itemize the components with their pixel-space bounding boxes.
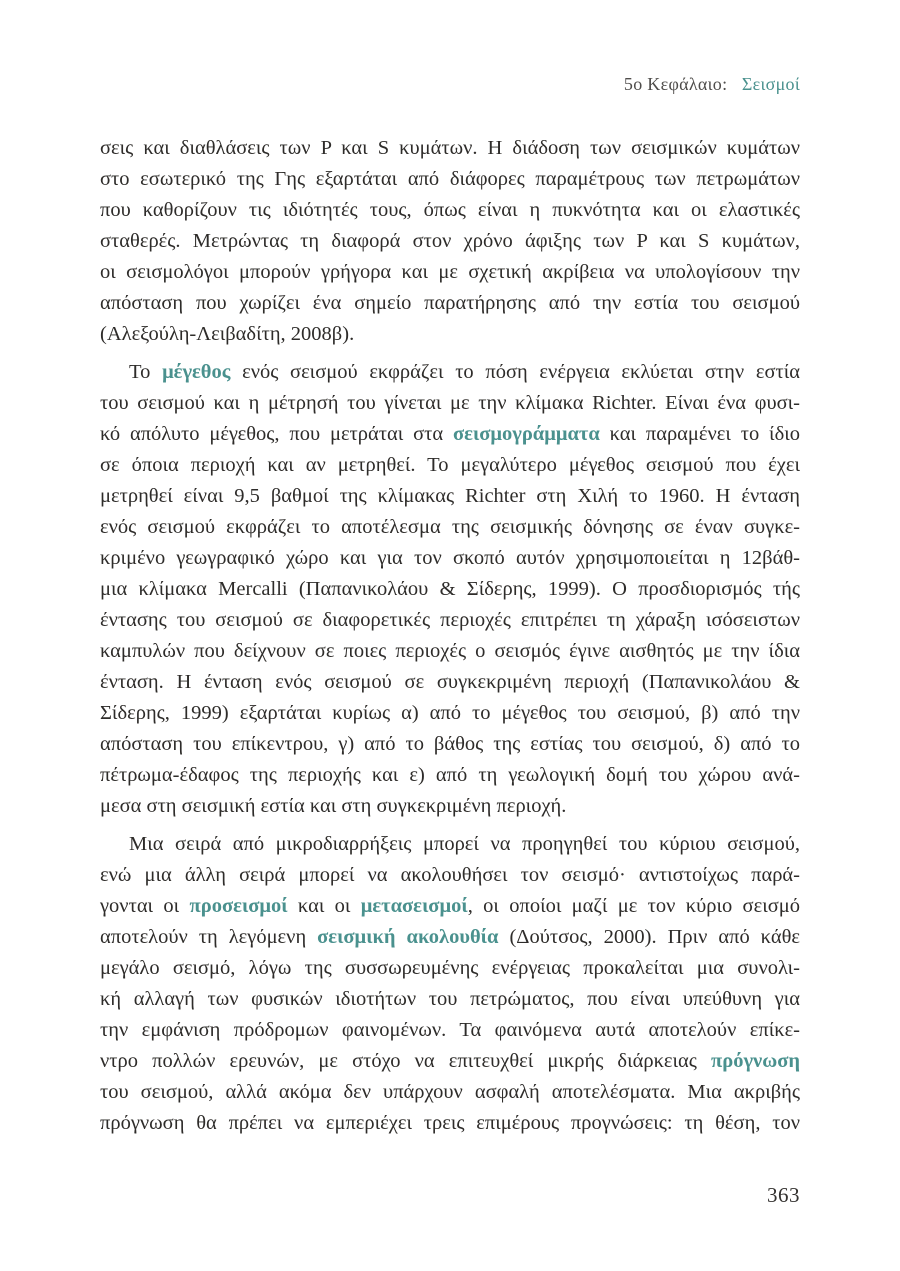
page-number: 363 — [767, 1183, 800, 1207]
text-run: του σεισμού, αλλά ακόμα δεν υπάρχουν ασφαλή αποτελέσματα. Μια ακριβής — [100, 1081, 800, 1103]
text-line — [100, 605, 800, 636]
text-line — [100, 288, 800, 319]
text-line — [100, 984, 800, 1015]
text-run: κή αλλαγή των φυσικών ιδιοτήτων του πετρώματος, που είναι υπεύθυνη για — [100, 988, 800, 1010]
text-run: οι σεισμολόγοι μπορούν γρήγορα και με σχετική ακρίβεια να υπολογίσουν την — [100, 261, 800, 283]
paragraph — [100, 133, 800, 350]
text-run: σεις και διαθλάσεις των P και S κυμάτων. Η διάδοση των σεισμικών κυμάτων — [100, 137, 800, 159]
text-line — [100, 543, 800, 574]
text-line — [100, 891, 800, 922]
highlighted-term: σεισμική ακολουθία — [317, 926, 499, 948]
text-run: αποτελούν τη λεγόμενη — [100, 926, 318, 948]
text-line — [100, 1077, 800, 1108]
text-line — [100, 388, 800, 419]
text-line — [100, 791, 800, 822]
body-text — [100, 133, 800, 1139]
text-run: Το — [129, 361, 163, 383]
text-run: (Δούτσος, 2000). Πριν από κάθε — [498, 926, 801, 948]
highlighted-term: μετασεισμοί — [360, 895, 468, 917]
text-run: (Αλεξούλη-Λειβαδίτη, 2008β). — [100, 323, 355, 345]
highlighted-term: πρόγνωση — [711, 1050, 800, 1072]
text-run: πρόγνωση θα πρέπει να εμπεριέχει τρεις επιμέρους προγνώσεις: τη θέση, τον — [100, 1112, 800, 1134]
text-run: του σεισμού και η μέτρησή του γίνεται με την κλίμακα Richter. Είναι ένα φυσι- — [100, 392, 800, 414]
text-run: απόσταση του επίκεντρου, γ) από το βάθος της εστίας του σεισμού, δ) από το — [100, 733, 800, 755]
paragraph — [100, 357, 800, 822]
text-line — [100, 1046, 800, 1077]
header-spacer — [732, 74, 737, 94]
text-run: Σίδερης, 1999) εξαρτάται κυρίως α) από το μέγεθος του σεισμού, β) από την — [100, 702, 800, 724]
chapter-label: 5ο Κεφάλαιο: — [623, 74, 728, 94]
text-run: και παραμένει το ίδιο — [599, 423, 800, 445]
text-run: σε όποια περιοχή και αν μετρηθεί. Το μεγαλύτερο μέγεθος σεισμού που έχει — [100, 454, 800, 476]
section-label: Σεισμοί — [741, 74, 800, 94]
text-run: ενός σεισμού εκφράζει το αποτέλεσμα της σεισμικής δόνησης σε έναν συγκε- — [100, 516, 800, 538]
text-run: που καθορίζουν τις ιδιότητές τους, όπως είναι η πυκνότητα και οι ελαστικές — [100, 199, 800, 221]
highlighted-term: μέγεθος — [162, 361, 231, 383]
text-run: μια κλίμακα Mercalli (Παπανικολάου & Σίδερης, 1999). Ο προσδιορισμός τής — [100, 578, 800, 600]
text-run: καμπυλών που δείχνουν σε ποιες περιοχές ο σεισμός έγινε αισθητός με την ίδια — [100, 640, 800, 662]
paragraph — [100, 829, 800, 1139]
text-run: την εμφάνιση πρόδρομων φαινομένων. Τα φαινόμενα αυτά αποτελούν επίκε- — [100, 1019, 800, 1041]
text-run: κριμένο γεωγραφικό χώρο και για τον σκοπό αυτόν χρησιμοποιείται η 12βάθ- — [100, 547, 800, 569]
text-line — [100, 1108, 800, 1139]
text-line — [100, 512, 800, 543]
text-run: έντασης του σεισμού σε διαφορετικές περιοχές επιτρέπει τη χάραξη ισόσειστων — [100, 609, 800, 631]
text-run: ενώ μια άλλη σειρά μπορεί να ακολουθήσει τον σεισμό· αντιστοίχως παρά- — [100, 864, 800, 886]
text-line — [100, 860, 800, 891]
text-line — [100, 319, 800, 350]
text-run: Μια σειρά από μικροδιαρρήξεις μπορεί να προηγηθεί του κύριου σεισμού, — [129, 833, 800, 855]
text-line — [100, 419, 800, 450]
text-line — [100, 922, 800, 953]
text-line — [100, 829, 800, 860]
text-run: απόσταση που χωρίζει ένα σημείο παρατήρησης από την εστία του σεισμού — [100, 292, 800, 314]
text-run: ένταση. Η ένταση ενός σεισμού σε συγκεκριμένη περιοχή (Παπανικολάου & — [100, 671, 800, 693]
text-line — [100, 481, 800, 512]
text-line — [100, 1015, 800, 1046]
text-line — [100, 195, 800, 226]
text-run: στο εσωτερικό της Γης εξαρτάται από διάφορες παραμέτρους των πετρωμάτων — [100, 168, 800, 190]
text-run: ντρο πολλών ερευνών, με στόχο να επιτευχθεί μικρής διάρκειας — [100, 1050, 712, 1072]
text-line — [100, 636, 800, 667]
text-run: ενός σεισμού εκφράζει το πόση ενέργεια εκλύεται στην εστία — [230, 361, 800, 383]
text-line — [100, 667, 800, 698]
text-line — [100, 729, 800, 760]
text-line — [100, 698, 800, 729]
text-run: πέτρωμα-έδαφος της περιοχής και ε) από τη γεωλογική δομή του χώρου ανά- — [100, 764, 800, 786]
text-line — [100, 226, 800, 257]
text-run: και οι — [287, 895, 361, 917]
text-run: σταθερές. Μετρώντας τη διαφορά στον χρόνο άφιξης των P και S κυμάτων, — [100, 230, 800, 252]
text-run: , οι οποίοι μαζί με τον κύριο σεισμό — [467, 895, 801, 917]
highlighted-term: προσεισμοί — [189, 895, 288, 917]
text-run: μεγάλο σεισμό, λόγω της συσσωρευμένης ενέργειας προκαλείται μια συνολι- — [100, 957, 800, 979]
running-header — [624, 74, 800, 95]
text-line — [100, 760, 800, 791]
text-line — [100, 164, 800, 195]
text-line — [100, 953, 800, 984]
highlighted-term: σεισμογράμματα — [452, 423, 600, 445]
text-line — [100, 574, 800, 605]
text-line — [100, 450, 800, 481]
text-run: μετρηθεί είναι 9,5 βαθμοί της κλίμακας Richter στη Χιλή το 1960. Η ένταση — [100, 485, 800, 507]
text-run: κό απόλυτο μέγεθος, που μετράται στα — [100, 423, 453, 445]
text-line — [100, 133, 800, 164]
text-line — [100, 357, 800, 388]
text-run: γονται οι — [100, 895, 190, 917]
text-line — [100, 257, 800, 288]
text-run: μεσα στη σεισμική εστία και στη συγκεκριμένη περιοχή. — [100, 795, 567, 817]
